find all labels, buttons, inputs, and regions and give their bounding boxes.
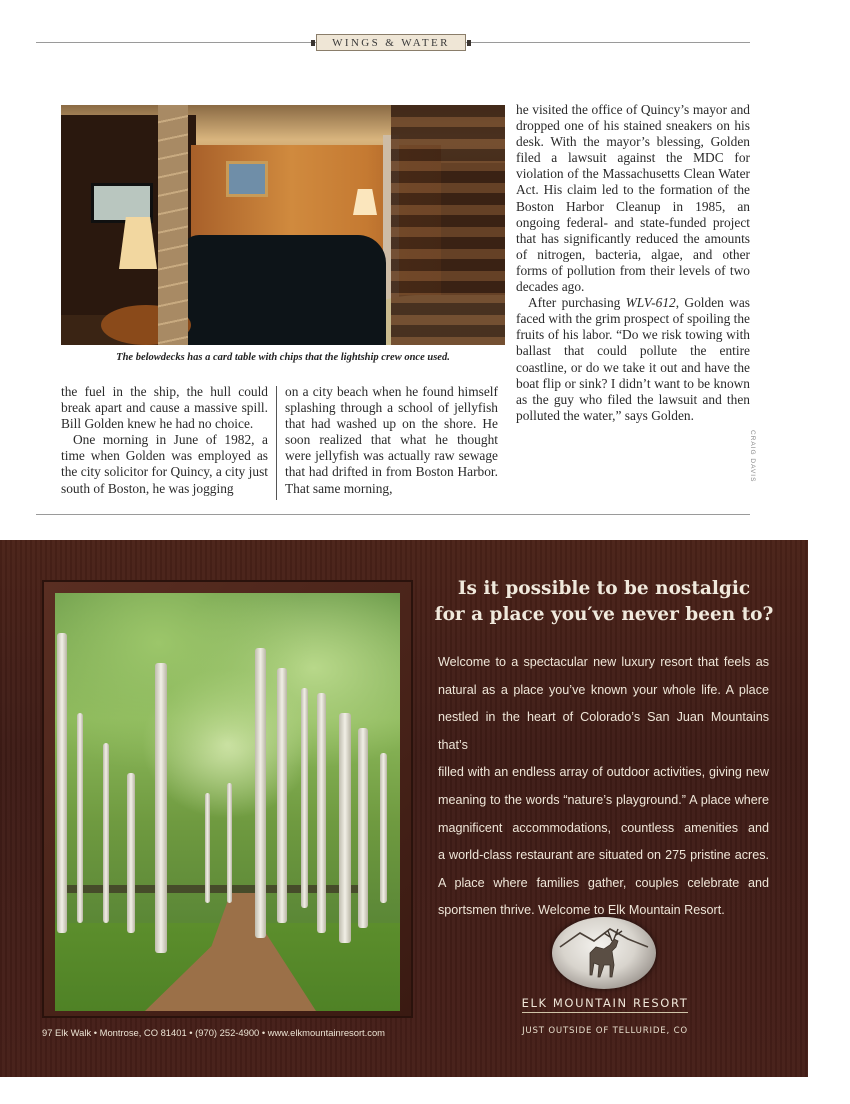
section-label-tag (316, 34, 466, 51)
body-line: filled with an endless array of outdoor activities, giving new (438, 765, 769, 780)
body-line: Welcome to a spectacular new luxury resort that feels as (438, 655, 769, 669)
text-run: , Golden was faced with the grim prospect of spoiling the fruits of his labor. “Do we risk towing with ballast that could pollute the entire coastline, or do we take it out and have the boat flip or sink? I didn’t want to be known as the guy who filed the lawsuit and then polluted the water,” says Golden. (516, 295, 750, 423)
tree-trunk (77, 713, 83, 923)
paragraph: he visited the office of Quincy’s mayor and dropped one of his stained sneakers on his desk. With the mayor’s blessing, Golden filed a lawsuit against the MDC for violation of the Massachusetts Clean Water Act. His claim led to the formation of the Boston Harbor Cleanup in 1985, an ongoing federal- and state-funded project that has significantly reduced the amounts of nitrogen, bacteria, algae, and other forms of pollution from their levels of two decades ago. (516, 102, 750, 295)
photo-painting (226, 161, 268, 197)
headline-line: Is it possible to be nostalgic (457, 578, 751, 599)
body-line: nestled in the heart of Colorado’s San Juan Mountains that’s (438, 710, 769, 752)
body-line: A place where families gather, couples celebrate and (438, 875, 769, 890)
photo-spiral-staircase (391, 105, 505, 345)
tree-trunk (205, 793, 210, 903)
tree-trunk (227, 783, 232, 903)
body-line: natural as a place you’ve known your whole life. A place (438, 682, 769, 697)
brand-rule (522, 1012, 688, 1013)
tree-trunk (339, 713, 351, 943)
body-line: magnificent accommodations, countless amenities and (438, 820, 769, 835)
article-column-1 (61, 384, 268, 497)
elk-mountain-icon (552, 917, 656, 989)
article-column-3 (516, 102, 750, 424)
tree-trunk (358, 728, 368, 928)
ornament-left (311, 40, 315, 46)
ad-photo-frame (42, 580, 413, 1018)
footer-rule (36, 514, 750, 515)
ad-contact-address: 97 Elk Walk • Montrose, CO 81401 • (970) 252-4900 • www.elkmountainresort.com (42, 1027, 385, 1038)
column-divider (276, 386, 277, 500)
headline-line: for a place you′ve never been to? (434, 604, 774, 625)
paragraph: the fuel in the ship, the hull could break apart and cause a massive spill. Bill Golden knew he had no choice. (61, 384, 268, 432)
ad-body-copy (438, 649, 769, 925)
tree-trunk (317, 693, 326, 933)
body-line: a world-class restaurant are situated on 275 pristine acres. (438, 848, 769, 863)
body-line: sportsmen thrive. Welcome to Elk Mountain Resort. (438, 903, 725, 918)
ornament-right (467, 40, 471, 46)
tree-trunk (155, 663, 167, 953)
tree-trunk (103, 743, 109, 923)
tree-trunk (380, 753, 387, 903)
article-column-2 (285, 384, 498, 497)
ad-headline (420, 576, 788, 628)
tree-trunk (57, 633, 67, 933)
brand-name: ELK MOUNTAIN RESORT (521, 996, 689, 1010)
aspen-forest-photo (55, 593, 400, 1011)
tree-trunk (255, 648, 266, 938)
text-run: After purchasing (528, 295, 626, 311)
tree-trunk (277, 668, 287, 923)
photo-rope-column (158, 105, 188, 345)
paragraph (516, 295, 750, 424)
body-line: meaning to the words “nature’s playground.” A place where (438, 792, 769, 807)
ship-name: WLV-612 (625, 295, 676, 311)
elk-logo-svg (552, 917, 656, 989)
paragraph: on a city beach when he found himself splashing through a school of jellyfish that had washed up on the shore. He soon realized that what he thought were jellyfish was actually raw sewage that had drifted in from Boston Harbor. That same morning, (285, 384, 498, 496)
paragraph: One morning in June of 1982, a time when Golden was employed as the city solicitor for Quincy, a city just south of Boston, he was jogging (61, 432, 268, 496)
photo-caption: The belowdecks has a card table with chips that the lightship crew once used. (116, 352, 450, 363)
tree-trunk (127, 773, 135, 933)
article-photo (61, 105, 505, 345)
brand-tagline: JUST OUTSIDE OF TELLURIDE, CO (522, 1026, 688, 1036)
tree-trunk (301, 688, 308, 908)
section-label: WINGS & WATER (332, 36, 450, 49)
photo-sofa (181, 235, 386, 345)
advertisement (0, 540, 808, 1077)
photo-credit: CRAIG DAVIS (749, 430, 756, 483)
